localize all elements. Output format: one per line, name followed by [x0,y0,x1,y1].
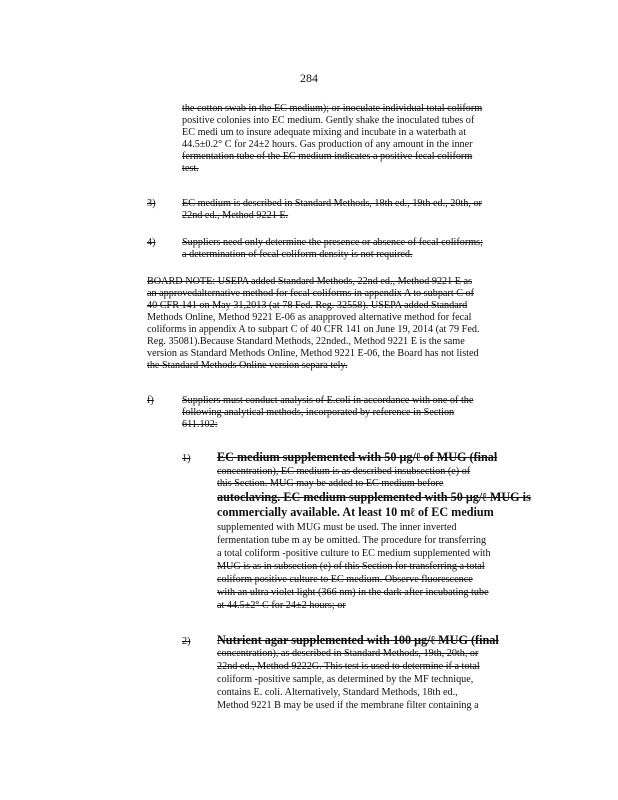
item-f-label: f) [147,395,154,406]
board-note-line: Reg. 35081).Because Standard Methods, 22nded., Method 9221 E is the same [147,336,465,347]
top-paragraph-line: test. [182,163,199,174]
sub-item-1-line: commercially available. At least 10 mℓ of EC medium [217,505,494,519]
sub-item-2-line: 22nd ed., Method 9222G. This test is used to determine if a total [217,661,480,672]
board-note-line: the Standard Methods Online version separa tely. [147,360,348,371]
sub-item-1-line: MUG is as in subsection (e) of this Section for transferring a total [217,561,485,572]
board-note-line: version as Standard Methods Online, Method 9221 E-06, the Board has not listed [147,348,479,359]
top-paragraph-line: the cotton swab in the EC medium); or inoculate individual total coliform [182,103,483,114]
item-4-label: 4) [147,237,156,248]
sub-item-1-line: EC medium supplemented with 50 μg/ℓ of MUG (final [217,450,498,464]
item-4-line: a determination of fecal coliform density is not required. [182,249,413,260]
top-paragraph-line: 44.5±0.2° C for 24±2 hours. Gas production of any amount in the inner [182,139,473,150]
sub-item-1-line: a total coliform -positive culture to EC medium supplemented with [217,548,491,559]
sub-item-1-line: concentration), EC medium is as described insubsection (e) of [217,466,471,477]
sub-item-1-line: coliform positive culture to EC medium. Observe fluorescence [217,574,473,585]
item-f-line: 611.102: [182,419,218,430]
sub-item-2-line: coliform -positive sample, as determined by the MF technique, [217,674,474,685]
item-3-line: 22nd ed., Method 9221 E. [182,210,289,221]
sub-item-2-line: Nutrient agar supplemented with 100 μg/ℓ MUG (final [217,633,499,647]
item-4-line: Suppliers need only determine the presence or absence of fecal coliforms; [182,237,483,248]
sub-item-1-line: fermentation tube m ay be omitted. The procedure for transferring [217,535,487,546]
sub-item-1-line: autoclaving. EC medium supplemented with 50 μg/ℓ MUG is [217,490,531,504]
page-number: 284 [300,71,318,85]
board-note-line: 40 CFR 141 on May 31,2013 (at 78 Fed. Reg. 32558). USEPA added Standard [147,300,468,311]
top-paragraph-line: fermentation tube of the EC medium indicates a positive fecal coliform [182,151,473,162]
top-paragraph-line: positive colonies into EC medium. Gently shake the inoculated tubes of [182,115,475,126]
sub-item-2-line: contains E. coli. Alternatively, Standard Methods, 18th ed., [217,687,458,698]
board-note-line: coliforms in appendix A to subpart C of 40 CFR 141 on June 19, 2014 (at 79 Fed. [147,324,480,335]
item-3-label: 3) [147,198,156,209]
sub-item-2-line: Method 9221 B may be used if the membrane filter containing a [217,700,479,711]
item-f-line: following analytical methods, incorporated by reference in Section [182,407,455,418]
sub-item-2-label: 2) [182,636,191,647]
item-f-line: Suppliers must conduct analysis of E.coli in accordance with one of the [182,395,474,406]
board-note-line: BOARD NOTE: USEPA added Standard Methods, 22nd ed., Method 9221 E as [147,276,473,287]
sub-item-2-line: concentration), as described in Standard Methods, 19th, 20th, or [217,648,479,659]
item-3-line: EC medium is described in Standard Methods, 18th ed., 19th ed., 20th, or [182,198,482,209]
sub-item-1-label: 1) [182,453,191,464]
board-note-line: an approvedalternative method for fecal coliforms in appendix A to subpart C of [147,288,475,299]
sub-item-1-line: this Section. MUG may be added to EC medium before [217,478,444,489]
board-note-line: Methods Online, Method 9221 E-06 as anapproved alternative method for fecal [147,312,472,323]
top-paragraph-line: EC medi um to insure adequate mixing and incubate in a waterbath at [182,127,467,138]
sub-item-1-line: supplemented with MUG must be used. The inner inverted [217,522,457,533]
sub-item-1-line: at 44.5±2° C for 24±2 hours; or [217,600,346,611]
sub-item-1-line: with an ultra violet light (366 nm) in the dark after incubating tube [217,587,489,598]
